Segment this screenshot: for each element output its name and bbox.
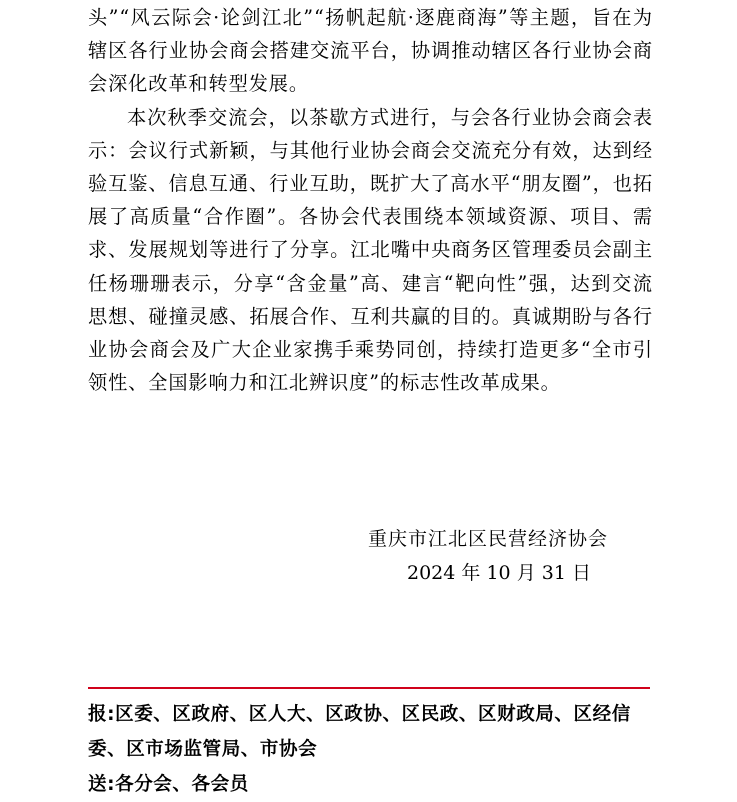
- date-year: 2024: [407, 562, 456, 584]
- document-body: [88, 1, 653, 399]
- date-year-unit: 年: [461, 562, 481, 584]
- red-divider-line: [88, 687, 650, 689]
- distribution-list: [88, 697, 653, 802]
- send-to-line: 送:各分会、各会员: [88, 774, 249, 795]
- date-month: 10: [486, 562, 511, 584]
- paragraph-2: 本次秋季交流会，以茶歇方式进行，与会各行业协会商会表示：会议行式新颖，与其他行业协会商会交流充分有效，达到经验互鉴、信息互通、行业互助，既扩大了高水平“朋友圈”，也拓展了高质量“合作圈”。各协会代表围绕本领域资源、项目、需求、发展规划等进行了分享。江北嘴中央商务区管理委员会副主任杨珊珊表示，分享“含金量”高、建言“靶向性”强，达到交流思想、碰撞灵感、拓展合作、互利共赢的目的。真诚期盼与各行业协会商会及广大企业家携手乘势同创，持续打造更多“全市引领性、全国影响力和江北辨识度”的标志性改革成果。: [88, 105, 653, 395]
- date-day: 31: [541, 562, 566, 584]
- date-day-unit: 日: [572, 562, 592, 584]
- report-to-line: 报:区委、区政府、区人大、区政协、区民政、区财政局、区经信委、区市场监管局、市协会: [88, 704, 631, 760]
- paragraph-1-tail: 头”“风云际会·论剑江北”“扬帆起航·逐鹿商海”等主题，旨在为辖区各行业协会商会搭建交流平台，协调推动辖区各行业协会商会深化改革和转型发展。: [88, 6, 653, 96]
- date-month-unit: 月: [516, 562, 536, 584]
- signature-date: [407, 557, 591, 589]
- signature-organization: 重庆市江北区民营经济协会: [368, 528, 609, 550]
